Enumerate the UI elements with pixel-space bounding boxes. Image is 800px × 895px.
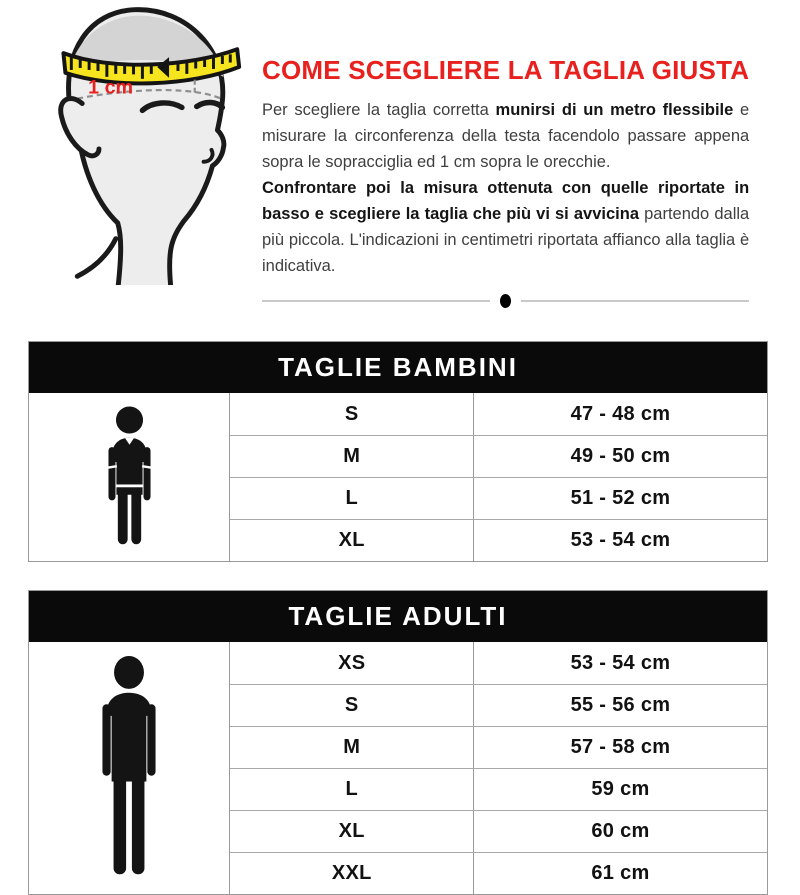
size-label: S <box>344 402 359 425</box>
size-label: XXL <box>331 862 372 884</box>
tape-measure-label: 1 cm <box>88 76 134 99</box>
size-range-cm: 59 cm <box>473 769 767 810</box>
instruction-text-bold: Confrontare poi la misura ottenuta con quelle riportate in basso e scegliere la taglia che più vi si avvicina <box>262 179 750 223</box>
table-row <box>230 477 767 519</box>
table-row <box>230 852 767 894</box>
child-silhouette-icon <box>106 406 153 548</box>
instructions-paragraph-1 <box>262 97 749 175</box>
size-label: L <box>345 778 358 800</box>
table-row <box>230 435 767 477</box>
divider-line <box>521 300 749 302</box>
table-title: TAGLIE ADULTI <box>29 591 767 642</box>
size-label: L <box>345 487 358 509</box>
kids-size-table <box>28 341 768 562</box>
table-row <box>230 726 767 768</box>
table-title: TAGLIE BAMBINI <box>29 342 767 393</box>
head-with-tape-icon <box>20 0 252 285</box>
table-row <box>230 810 767 852</box>
size-range-cm: 57 - 58 cm <box>473 727 767 768</box>
adult-silhouette-icon <box>100 656 158 880</box>
size-range-cm: 55 - 56 cm <box>473 685 767 726</box>
instructions-paragraph-2 <box>262 175 749 279</box>
size-range-cm: 61 cm <box>473 853 767 894</box>
size-range-cm: 60 cm <box>473 811 767 852</box>
size-label: M <box>343 445 361 467</box>
page-title: COME SCEGLIERE LA TAGLIA GIUSTA <box>262 55 750 85</box>
instruction-text: e misurare la circonferenza della testa facendolo passare appena sopra le sopracciglia ed 1 cm sopra le orecchie. <box>262 101 750 171</box>
table-row <box>230 519 767 561</box>
child-silhouette-icon <box>29 393 230 561</box>
size-rows <box>230 642 767 894</box>
instruction-text-bold: munirsi di un metro flessibile <box>495 101 734 119</box>
table-row <box>230 642 767 684</box>
how-to-choose-text <box>252 0 749 308</box>
size-label: XL <box>338 529 365 551</box>
table-body <box>29 393 767 561</box>
size-rows <box>230 393 767 561</box>
size-label: S <box>344 694 359 716</box>
size-range-cm: 53 - 54 cm <box>473 642 767 684</box>
size-label: XS <box>338 651 366 674</box>
size-range-cm: 49 - 50 cm <box>473 436 767 477</box>
section-divider <box>262 294 749 308</box>
head-measure-illustration <box>20 0 252 308</box>
intro-section <box>0 0 800 308</box>
table-row <box>230 768 767 810</box>
adults-size-table <box>28 590 768 895</box>
divider-dot-icon <box>500 294 511 308</box>
size-range-cm: 53 - 54 cm <box>473 520 767 561</box>
instruction-text: Per scegliere la taglia corretta <box>262 101 496 119</box>
instruction-text: partendo dalla più piccola. L'indicazioni in centimetri riportata affianco alla taglia è indicativa. <box>262 205 750 275</box>
size-range-cm: 47 - 48 cm <box>473 393 767 435</box>
size-range-cm: 51 - 52 cm <box>473 478 767 519</box>
table-row <box>230 393 767 435</box>
table-body <box>29 642 767 894</box>
size-label: XL <box>338 820 365 842</box>
table-row <box>230 684 767 726</box>
divider-line <box>262 300 490 302</box>
adult-silhouette-icon <box>29 642 230 894</box>
size-label: M <box>343 736 361 758</box>
